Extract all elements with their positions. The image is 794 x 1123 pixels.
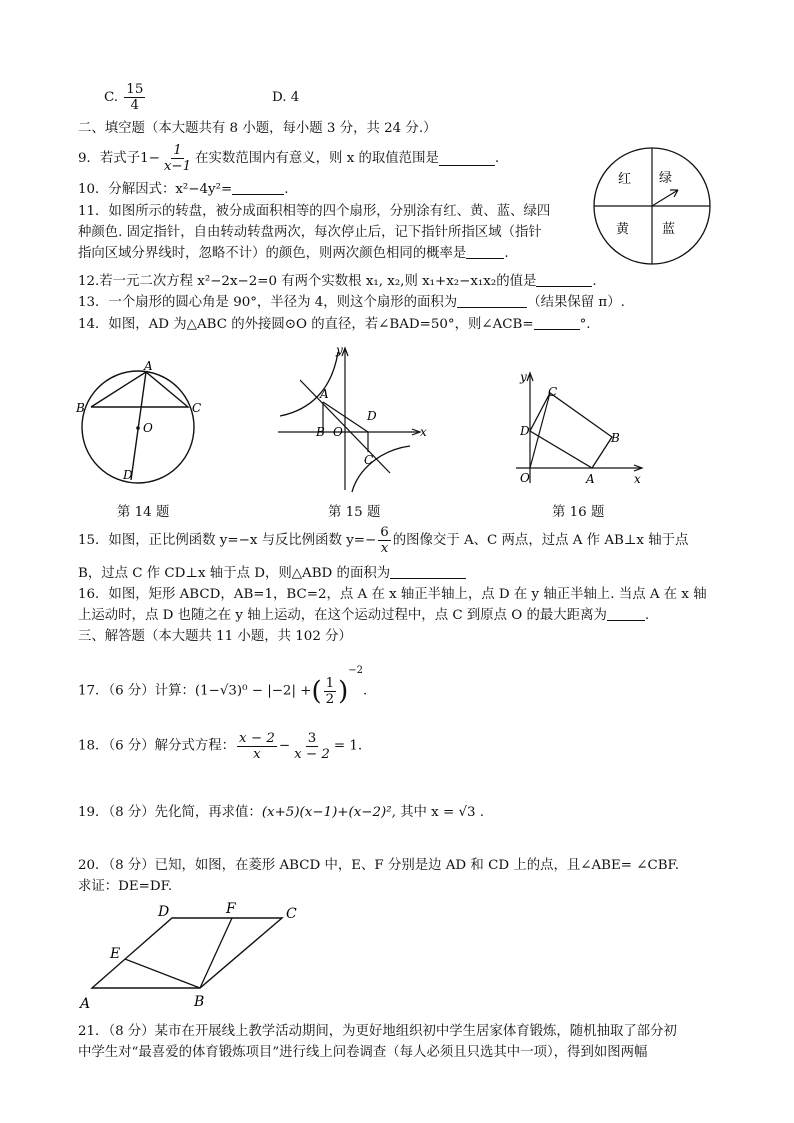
q20-line-2: 求证：DE=DF. (78, 879, 173, 894)
q18-fraction-1 (237, 731, 277, 762)
fig14-label-o: O (143, 421, 153, 435)
q15-prefix: 15．如图，正比例函数 y=−x 与反比例函数 y=− (78, 533, 377, 548)
figure-16 (516, 365, 651, 490)
fig15-label-c: C (364, 453, 374, 467)
q11-line-1: 11．如图所示的转盘，被分成面积相等的四个扇形，分别涂有红、黄、蓝、绿四 (78, 204, 551, 219)
question-13 (78, 294, 625, 312)
section-2-heading: 二、填空题（本大题共有 8 小题，每小题 3 分，共 24 分.） (78, 121, 437, 136)
q17-half-numerator: 1 (325, 676, 335, 691)
fig16-label-b: B (611, 431, 620, 445)
fig20-label-a: A (80, 996, 91, 1012)
question-18 (78, 731, 362, 762)
fig16-label-y: y (520, 370, 527, 384)
figure-15 (270, 340, 440, 495)
q18-minus: − (278, 738, 291, 754)
fig20-segment-bf (200, 918, 232, 988)
q18-denominator-1: x (253, 747, 261, 762)
fig16-label-o: O (520, 471, 530, 485)
fig15-label-a: A (320, 387, 329, 401)
q18-prefix: 18．（6 分）解分式方程： (78, 738, 236, 754)
fig20-label-c: C (286, 906, 297, 922)
fig16-label-a: A (586, 472, 595, 486)
fig14-triangle (91, 372, 188, 407)
option-c (104, 82, 147, 113)
q17-end: . (363, 683, 368, 699)
fig14-label-a: A (144, 359, 153, 373)
q11-line-3: 指向区域分界线时，忽略不计）的颜色，则两次颜色相同的概率是 . (78, 246, 509, 261)
q14-blank (534, 316, 580, 330)
q15-line-1 (78, 525, 688, 556)
option-c-numerator: 15 (126, 82, 144, 97)
q9-denominator: x−1 (163, 159, 192, 174)
q18-fraction-2 (292, 731, 332, 762)
fig15-hyperbola-right (352, 446, 410, 492)
fig20-label-b: B (194, 994, 205, 1010)
fig15-caption: 第 15 题 (328, 505, 381, 520)
fig16-label-x: x (634, 472, 641, 486)
q15-line-2 (78, 565, 466, 583)
q19-expression: (x+5)(x−1)+(x−2)², (261, 805, 401, 820)
q13-blank (457, 294, 527, 308)
q17-expression: (1−√3)⁰ − |−2| + (194, 683, 312, 699)
spinner-label-red: 红 (618, 172, 632, 187)
spinner-label-blue: 蓝 (662, 222, 676, 237)
q9-numerator: 1 (173, 143, 182, 158)
question-10: 10．分解因式：x²−4y²= . (78, 182, 289, 197)
fig15-label-x: x (420, 425, 427, 439)
q17-prefix: 17．（6 分）计算： (78, 683, 195, 699)
question-12: 12.若一元二次方程 x²−2x−2=0 有两个实数根 x₁, x₂,则 x₁+x₂−x₁x₂的值是 . (78, 274, 597, 289)
q19-condition: 其中 x = √3 . (400, 805, 485, 820)
spinner-figure (588, 145, 718, 267)
q9-blank (439, 152, 495, 166)
spinner-label-yellow: 黄 (616, 222, 630, 237)
q15-numerator: 6 (380, 525, 389, 540)
q13-text: 13．一个扇形的圆心角是 90°，半径为 4，则这个扇形的面积为 (78, 295, 458, 310)
fig20-segment-be (125, 959, 200, 988)
q18-numerator-1: x − 2 (239, 731, 275, 746)
q15-blank (390, 565, 466, 579)
q16-line-2: 上运动时，点 D 也随之在 y 轴上运动，在这个运动过程中，点 C 到原点 O 的最大距离为 . (78, 608, 650, 623)
q17-paren-open: ( (311, 676, 322, 707)
q21-line-1: 21．（8 分）某市在开展线上教学活动期间，为更好地组织初中学生居家体育锻炼，随机抽取了部分初 (78, 1024, 677, 1039)
q10-text: 10．分解因式：x²−4y²= (78, 182, 233, 197)
fig16-caption: 第 16 题 (552, 505, 605, 520)
q16-line-2-text: 上运动时，点 D 也随之在 y 轴上运动，在这个运动过程中，点 C 到原点 O 的最大距离为 (78, 608, 607, 623)
fig16-segment-oc (530, 393, 550, 468)
spinner-label-green: 绿 (659, 171, 673, 186)
fig14-label-d: D (123, 468, 133, 482)
q13-suffix: （结果保留 π）. (527, 295, 625, 310)
fig15-label-o: O (333, 425, 343, 439)
q15-denominator: x (380, 541, 389, 556)
question-14 (78, 316, 591, 334)
option-c-fraction (124, 82, 145, 113)
fig14-label-c: C (192, 401, 202, 415)
q10-blank (232, 181, 284, 195)
fig15-label-b: B (316, 425, 325, 439)
option-d: D. 4 (272, 90, 300, 105)
q18-end: = 1. (333, 738, 363, 754)
q19-prefix: 19．（8 分）先化简，再求值： (78, 805, 262, 820)
fig14-label-b: B (76, 401, 85, 415)
section-3-heading: 三、解答题（本大题共 11 小题，共 102 分） (78, 629, 352, 644)
q17-exponent: −2 (348, 665, 364, 676)
q9-suffix: 在实数范围内有意义，则 x 的取值范围是 (195, 151, 439, 166)
q21-line-2: 中学生对“最喜爱的体育锻炼项目”进行线上问卷调查（每人必须且只选其中一项），得到如图两幅 (78, 1045, 648, 1060)
q9-prefix: 9．若式子 (78, 151, 141, 166)
fig20-rhombus (92, 918, 282, 988)
q12-text: 12.若一元二次方程 x²−2x−2=0 有两个实数根 x₁, x₂,则 x₁+x₂−x₁x₂的值是 (78, 274, 537, 289)
q18-numerator-2: 3 (307, 731, 317, 746)
spinner-pointer (652, 190, 678, 206)
fig16-rectangle (530, 393, 612, 468)
q11-line-2: 种颜色. 固定指针，自由转动转盘两次，每次停止后，记下指针所指区域（指针 (78, 225, 542, 240)
q17-half-denominator: 2 (325, 692, 335, 707)
q9-one: 1− (140, 151, 160, 166)
option-c-denominator: 4 (130, 98, 140, 113)
q20-line-1: 20．（8 分）已知，如图，在菱形 ABCD 中，E、F 分别是边 AD 和 CD 上的点，且∠ABE= ∠CBF. (78, 858, 680, 873)
q15-suffix: 的图像交于 A、C 两点，过点 A 作 AB⊥x 轴于点 (392, 533, 689, 548)
q11-blank (466, 245, 504, 259)
figure-14 (74, 360, 214, 495)
fig20-label-d: D (158, 904, 170, 920)
figure-20 (74, 898, 314, 1013)
fig16-label-c: C (548, 385, 558, 399)
fig20-label-f: F (226, 901, 236, 917)
q9-fraction (162, 143, 193, 174)
q11-line-3-text: 指向区域分界线时，忽略不计）的颜色，则两次颜色相同的概率是 (78, 246, 467, 261)
q15-line-2-text: B，过点 C 作 CD⊥x 轴于点 D，则△ABD 的面积为 (78, 566, 391, 581)
fig16-label-d: D (520, 424, 530, 438)
q16-line-1: 16．如图，矩形 ABCD，AB=1，BC=2，点 A 在 x 轴正半轴上，点 D 在 y 轴正半轴上. 当点 A 在 x 轴 (78, 587, 707, 602)
q18-denominator-2: x − 2 (294, 747, 330, 762)
q12-blank (536, 273, 592, 287)
question-19 (78, 804, 484, 822)
q15-fraction (378, 525, 391, 556)
q16-blank (607, 607, 645, 621)
option-c-label: C. (104, 90, 119, 105)
q17-paren-close: ) (338, 676, 349, 707)
q14-text: 14．如图，AD 为△ABC 的外接圆⊙O 的直径，若∠BAD=50°，则∠ACB= (78, 317, 534, 332)
q14-suffix: °. (579, 317, 591, 332)
q17-half (324, 676, 337, 707)
fig15-label-y: y (336, 343, 343, 357)
fig15-label-d: D (367, 409, 377, 423)
fig14-center-dot (136, 426, 140, 430)
question-17 (78, 663, 367, 707)
fig20-label-e: E (110, 946, 121, 962)
question-9: 9．若式子1− $\frac{1}{x-1}$ 在实数范围内有意义，则 x 的取值范围是 . (78, 143, 500, 174)
fig14-caption: 第 14 题 (117, 505, 170, 520)
